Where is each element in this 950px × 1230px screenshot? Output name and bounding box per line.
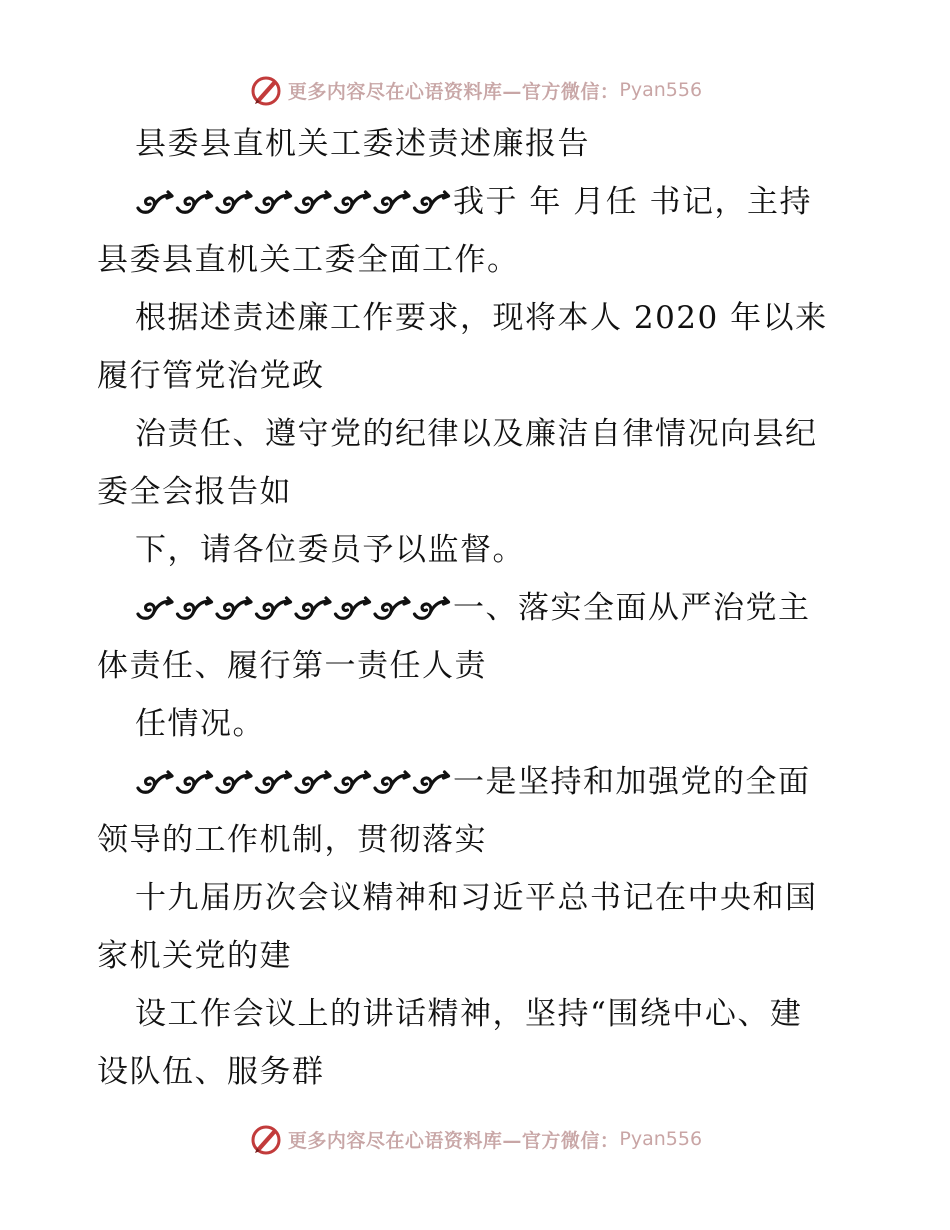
swirl-glyph-icon — [336, 772, 370, 792]
banner-text: 更多内容尽在心语资料库—官方微信： — [287, 1129, 620, 1152]
section-heading: 一、落实全面从严治党主 — [97, 579, 857, 637]
paragraph-line: 任情况。 — [135, 706, 265, 742]
pen-logo-icon — [248, 72, 284, 108]
swirl-glyph-icon — [178, 192, 212, 212]
swirl-glyph-icon — [217, 192, 251, 212]
swirl-glyph-icon — [296, 772, 330, 792]
paragraph-line: 体责任、履行第一责任人责 — [97, 648, 487, 684]
swirl-glyph-icon — [415, 598, 449, 618]
paragraph-line: 设工作会议上的讲话精神，坚持“围绕中心、建 — [135, 996, 803, 1032]
paragraph-line: 我于 年 月任 书记，主持 — [97, 173, 857, 231]
paragraph-line: 根据述责述廉工作要求，现将本人 2020 年以来 — [135, 300, 828, 336]
swirl-glyph-icon — [296, 192, 330, 212]
ornament-decoration-icon — [135, 186, 451, 216]
swirl-glyph-icon — [375, 598, 409, 618]
paragraph-line: 履行管党治党政 — [97, 358, 325, 394]
paragraph-line: 下，请各位委员予以监督。 — [135, 532, 525, 568]
swirl-glyph-icon — [178, 598, 212, 618]
swirl-glyph-icon — [257, 192, 291, 212]
paragraph-line: 十九届历次会议精神和习近平总书记在中央和国 — [135, 880, 818, 916]
swirl-glyph-icon — [375, 772, 409, 792]
swirl-glyph-icon — [138, 598, 172, 618]
swirl-glyph-icon — [257, 598, 291, 618]
banner-text: 更多内容尽在心语资料库—官方微信： — [287, 80, 620, 103]
paragraph-line: 委全会报告如 — [97, 474, 292, 510]
footer-banner — [0, 1119, 950, 1159]
banner-wechat-id: Pyan556 — [619, 79, 703, 101]
swirl-glyph-icon — [336, 598, 370, 618]
paragraph-line: 家机关党的建 — [97, 938, 292, 974]
document-title: 县委县直机关工委述责述廉报告 — [135, 126, 590, 162]
swirl-glyph-icon — [336, 192, 370, 212]
swirl-glyph-icon — [217, 598, 251, 618]
paragraph-line: 治责任、遵守党的纪律以及廉洁自律情况向县纪 — [135, 416, 818, 452]
swirl-glyph-icon — [138, 772, 172, 792]
document-body — [97, 115, 857, 1101]
swirl-glyph-icon — [178, 772, 212, 792]
swirl-glyph-icon — [375, 192, 409, 212]
header-banner — [0, 70, 950, 110]
paragraph-line: 领导的工作机制，贯彻落实 — [97, 822, 487, 858]
ornament-decoration-icon — [135, 592, 451, 622]
swirl-glyph-icon — [138, 192, 172, 212]
swirl-glyph-icon — [217, 772, 251, 792]
swirl-glyph-icon — [415, 772, 449, 792]
swirl-glyph-icon — [296, 598, 330, 618]
paragraph-line: 设队伍、服务群 — [97, 1054, 325, 1090]
banner-wechat-id: Pyan556 — [619, 1128, 703, 1150]
paragraph-line: 县委县直机关工委全面工作。 — [97, 242, 520, 278]
pen-logo-icon — [248, 1121, 284, 1157]
ornament-decoration-icon — [135, 766, 451, 796]
swirl-glyph-icon — [415, 192, 449, 212]
swirl-glyph-icon — [257, 772, 291, 792]
paragraph-line: 一是坚持和加强党的全面 — [97, 753, 857, 811]
